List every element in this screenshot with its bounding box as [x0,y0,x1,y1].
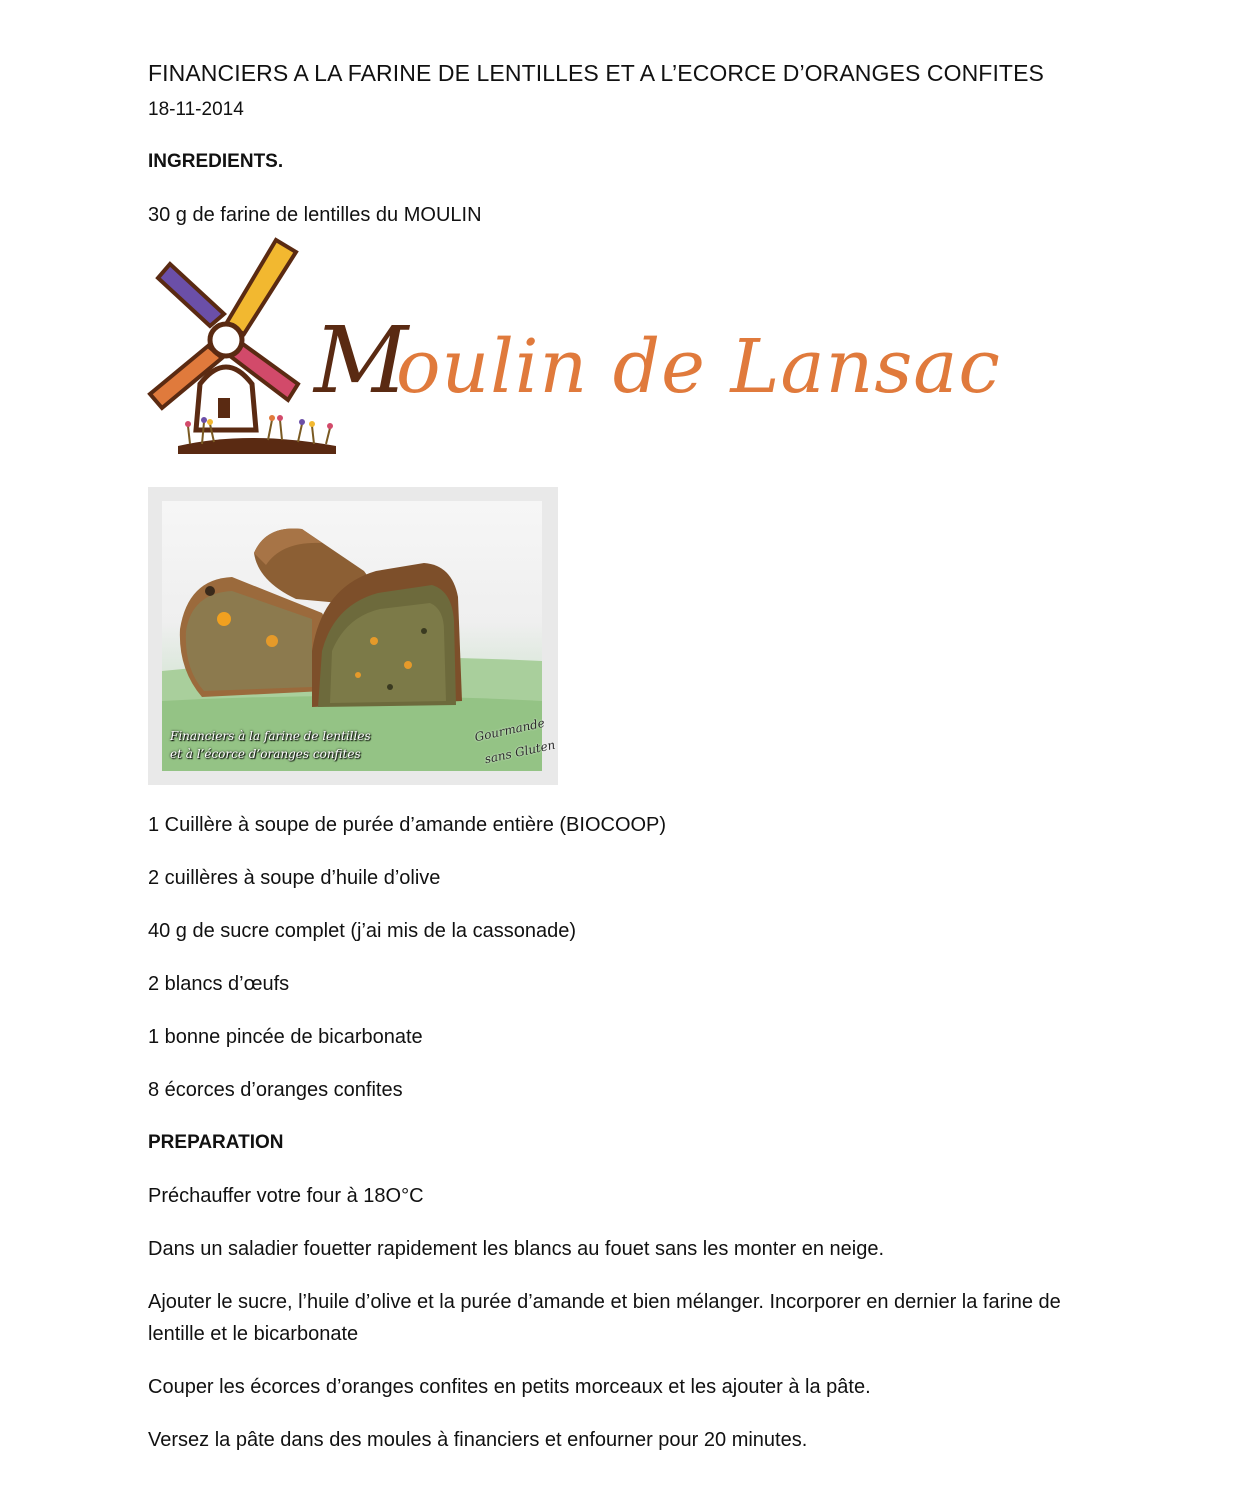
photo-watermark-line2: sans Gluten [483,737,557,767]
preparation-step: Préchauffer votre four à 18O°C [148,1185,424,1207]
ingredient-item: 1 Cuillère à soupe de purée d’amande entière (BIOCOOP) [148,814,667,836]
ingredient-item: 1 bonne pincée de bicarbonate [148,1026,423,1048]
preparation-step: Ajouter le sucre, l’huile d’olive et la purée d’amande et bien mélanger. Incorporer en dernier la farine de lentille et le bicarbonate [148,1291,1061,1345]
ingredient-item: 8 écorces d’oranges confites [148,1079,403,1101]
logo-wordmark-initial: M [314,307,409,414]
preparation-step: Versez la pâte dans des moules à financiers et enfourner pour 20 minutes. [148,1429,808,1451]
photo-caption-line2: et à l’écorce d’oranges confites [170,747,361,761]
recipe-title: FINANCIERS A LA FARINE DE LENTILLES ET A L’ECORCE D’ORANGES CONFITES [148,60,1044,86]
ingredient-item: 40 g de sucre complet (j’ai mis de la cassonade) [148,920,576,942]
ingredient-item: 2 blancs d’œufs [148,973,290,995]
photo-caption-line1: Financiers à la farine de lentilles [170,729,371,743]
preparation-step: Dans un saladier fouetter rapidement les blancs au fouet sans les monter en neige. [148,1238,884,1260]
ingredient-item: 2 cuillères à soupe d’huile d’olive [148,867,441,889]
moulin-de-lansac-logo [148,234,1001,460]
preparation-heading: PREPARATION [148,1132,284,1153]
financiers-photo [162,501,557,771]
financiers-photo-frame [148,487,558,785]
recipe-date: 18-11-2014 [148,99,244,120]
logo-wordmark: oulin de Lansac [396,324,1001,410]
ingredients-heading: INGREDIENTS. [148,151,284,172]
preparation-step: Couper les écorces d’oranges confites en petits morceaux et les ajouter à la pâte. [148,1376,871,1398]
ingredient-flour: 30 g de farine de lentilles du MOULIN [148,204,482,226]
windmill-icon [150,240,336,454]
photo-watermark-line1: Gourmande [473,715,547,745]
